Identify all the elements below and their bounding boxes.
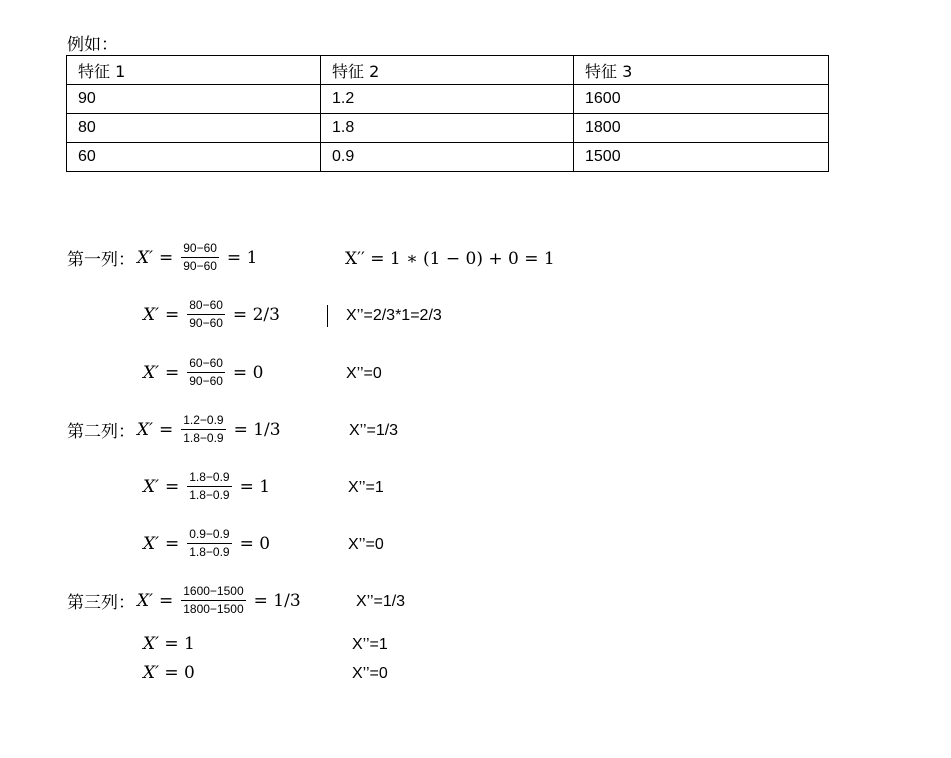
equals-sign: = xyxy=(158,590,174,611)
fraction xyxy=(187,470,231,503)
formula-result: X′′ = 1 ∗ (1 − 0) + 0 = 1 xyxy=(345,249,555,269)
formula-rhs: = 1 xyxy=(164,634,195,654)
equals-sign: = xyxy=(164,304,180,325)
formula-result: X’’=0 xyxy=(352,665,388,682)
formula-row xyxy=(143,298,280,331)
formula-lhs: X′ xyxy=(143,533,159,554)
formula-rhs: = 0 xyxy=(232,362,264,383)
fraction xyxy=(187,298,225,331)
simple-formula xyxy=(143,663,195,683)
formula-result: X’’=1/3 xyxy=(356,593,406,610)
fraction xyxy=(187,356,225,389)
formula-result: X’’=2/3*1=2/3 xyxy=(346,307,442,324)
table-row xyxy=(67,114,829,143)
text-cursor xyxy=(327,305,328,327)
feature-table xyxy=(66,55,829,172)
formula-lhs: X′ xyxy=(143,304,159,325)
formula-rhs: = 0 xyxy=(239,533,271,554)
formula-rhs: = 1/3 xyxy=(233,419,281,440)
equals-sign: = xyxy=(158,419,174,440)
fraction-denominator: 1.8−0.9 xyxy=(189,545,230,559)
table-cell: 1.8 xyxy=(321,114,574,143)
equals-sign: = xyxy=(164,362,180,383)
simple-formula xyxy=(143,634,195,654)
fraction-denominator: 1.8−0.9 xyxy=(189,488,230,502)
formula-lhs: X′ xyxy=(137,247,153,268)
formula-row xyxy=(67,413,281,446)
formula-rhs: = 1 xyxy=(226,247,258,268)
fraction-numerator: 60−60 xyxy=(187,356,225,373)
header-cell: 特征 1 xyxy=(67,56,321,85)
fraction xyxy=(181,584,245,617)
table-cell: 80 xyxy=(67,114,321,143)
fraction-numerator: 0.9−0.9 xyxy=(187,527,231,544)
column-label: 第一列： xyxy=(67,250,135,270)
table-row xyxy=(67,85,829,114)
table-cell: 1800 xyxy=(574,114,829,143)
equals-sign: = xyxy=(164,533,180,554)
equals-sign: = xyxy=(158,247,174,268)
fraction-denominator: 90−60 xyxy=(189,316,223,330)
fraction-numerator: 1600−1500 xyxy=(181,584,245,601)
table-cell: 1.2 xyxy=(321,85,574,114)
formula-row xyxy=(143,470,270,503)
formula-row xyxy=(67,584,301,617)
formula-rhs: = 0 xyxy=(164,663,195,683)
table-header-row xyxy=(67,56,829,85)
column-label: 第二列： xyxy=(67,422,135,442)
table-cell: 60 xyxy=(67,143,321,172)
formula-lhs: X′ xyxy=(143,476,159,497)
fraction-numerator: 80−60 xyxy=(187,298,225,315)
formula-row xyxy=(67,241,257,274)
formula-rhs: = 1/3 xyxy=(253,590,301,611)
fraction xyxy=(187,527,231,560)
fraction-denominator: 1.8−0.9 xyxy=(183,431,224,445)
table-cell: 1500 xyxy=(574,143,829,172)
formula-rhs: = 2/3 xyxy=(232,304,280,325)
intro-text: 例如： xyxy=(67,35,118,55)
table-row xyxy=(67,143,829,172)
formula-lhs: X′ xyxy=(137,590,153,611)
formula-lhs: X′ xyxy=(137,419,153,440)
table-cell: 1600 xyxy=(574,85,829,114)
formula-lhs: X′ xyxy=(143,362,159,383)
fraction-denominator: 90−60 xyxy=(189,374,223,388)
formula-result: X’’=1/3 xyxy=(349,422,399,439)
formula-result: X’’=1 xyxy=(348,479,384,496)
column-label: 第三列： xyxy=(67,593,135,613)
table-cell: 90 xyxy=(67,85,321,114)
fraction-numerator: 90−60 xyxy=(181,241,219,258)
header-cell: 特征 3 xyxy=(574,56,829,85)
formula-row xyxy=(143,356,263,389)
fraction-denominator: 1800−1500 xyxy=(183,602,244,616)
fraction-numerator: 1.8−0.9 xyxy=(187,470,231,487)
formula-row xyxy=(143,527,270,560)
formula-result: X’’=0 xyxy=(346,365,382,382)
formula-lhs: X′ xyxy=(143,634,159,654)
table-cell: 0.9 xyxy=(321,143,574,172)
header-cell: 特征 2 xyxy=(321,56,574,85)
equals-sign: = xyxy=(164,476,180,497)
fraction-numerator: 1.2−0.9 xyxy=(181,413,225,430)
formula-lhs: X′ xyxy=(143,663,159,683)
fraction xyxy=(181,241,219,274)
fraction xyxy=(181,413,225,446)
formula-result: X’’=1 xyxy=(352,636,388,653)
formula-rhs: = 1 xyxy=(239,476,271,497)
fraction-denominator: 90−60 xyxy=(183,259,217,273)
formula-result: X’’=0 xyxy=(348,536,384,553)
